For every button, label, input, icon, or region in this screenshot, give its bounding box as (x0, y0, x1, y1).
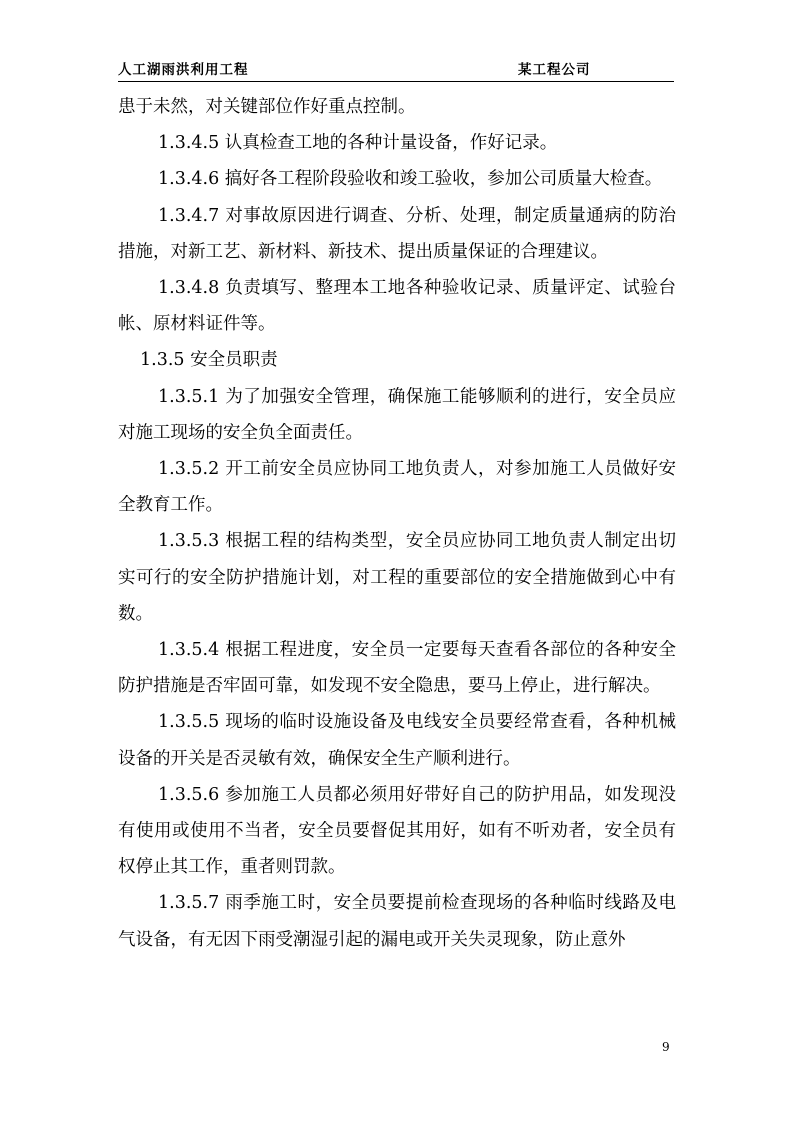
paragraph-1-3-5-3: 1.3.5.3 根据工程的结构类型，安全员应协同工地负责人制定出切实可行的安全防护措施计划，对工程的重要部位的安全措施做到心中有数。 (118, 531, 676, 624)
page-header (118, 55, 674, 82)
paragraph-1-3-5-5: 1.3.5.5 现场的临时设施设备及电线安全员要经常查看，各种机械设备的开关是否灵敏有效，确保安全生产顺利进行。 (118, 712, 676, 769)
paragraph-1-3-5-7: 1.3.5.7 雨季施工时，安全员要提前检查现场的各种临时线路及电气设备，有无因下雨受潮湿引起的漏电或开关失灵现象，防止意外 (118, 893, 676, 950)
header-company-name: 某工程公司 (518, 62, 591, 78)
document-body (118, 89, 676, 958)
paragraph-1-3-4-5: 1.3.4.5 认真检查工地的各种计量设备，作好记录。 (158, 133, 558, 154)
section-heading-1-3-5: 1.3.5 安全员职责 (140, 350, 278, 371)
paragraph-1-3-5-2: 1.3.5.2 开工前安全员应协同工地负责人，对参加施工人员做好安全教育工作。 (118, 459, 676, 516)
paragraph-continuation: 患于未然，对关键部位作好重点控制。 (118, 97, 416, 117)
paragraph-1-3-4-7: 1.3.4.7 对事故原因进行调查、分析、处理，制定质量通病的防治措施，对新工艺、新材料、新技术、提出质量保证的合理建议。 (118, 205, 676, 262)
page-number: 9 (662, 1040, 670, 1054)
paragraph-1-3-5-6: 1.3.5.6 参加施工人员都必须用好带好自己的防护用品，如发现没有使用或使用不当者，安全员要督促其用好，如有不听劝者，安全员有权停止其工作，重者则罚款。 (118, 784, 676, 878)
paragraph-1-3-4-6: 1.3.4.6 搞好各工程阶段验收和竣工验收，参加公司质量大检查。 (158, 169, 663, 190)
paragraph-1-3-5-4: 1.3.5.4 根据工程进度，安全员一定要每天查看各部位的各种安全防护措施是否牢固可靠，如发现不安全隐患，要马上停止，进行解决。 (118, 640, 676, 697)
header-project-title: 人工湖雨洪利用工程 (118, 62, 249, 78)
paragraph-1-3-4-8: 1.3.4.8 负责填写、整理本工地各种验收记录、质量评定、试验台帐、原材料证件等。 (118, 278, 676, 335)
paragraph-1-3-5-1: 1.3.5.1 为了加强安全管理，确保施工能够顺利的进行，安全员应对施工现场的安全负全面责任。 (118, 386, 676, 443)
